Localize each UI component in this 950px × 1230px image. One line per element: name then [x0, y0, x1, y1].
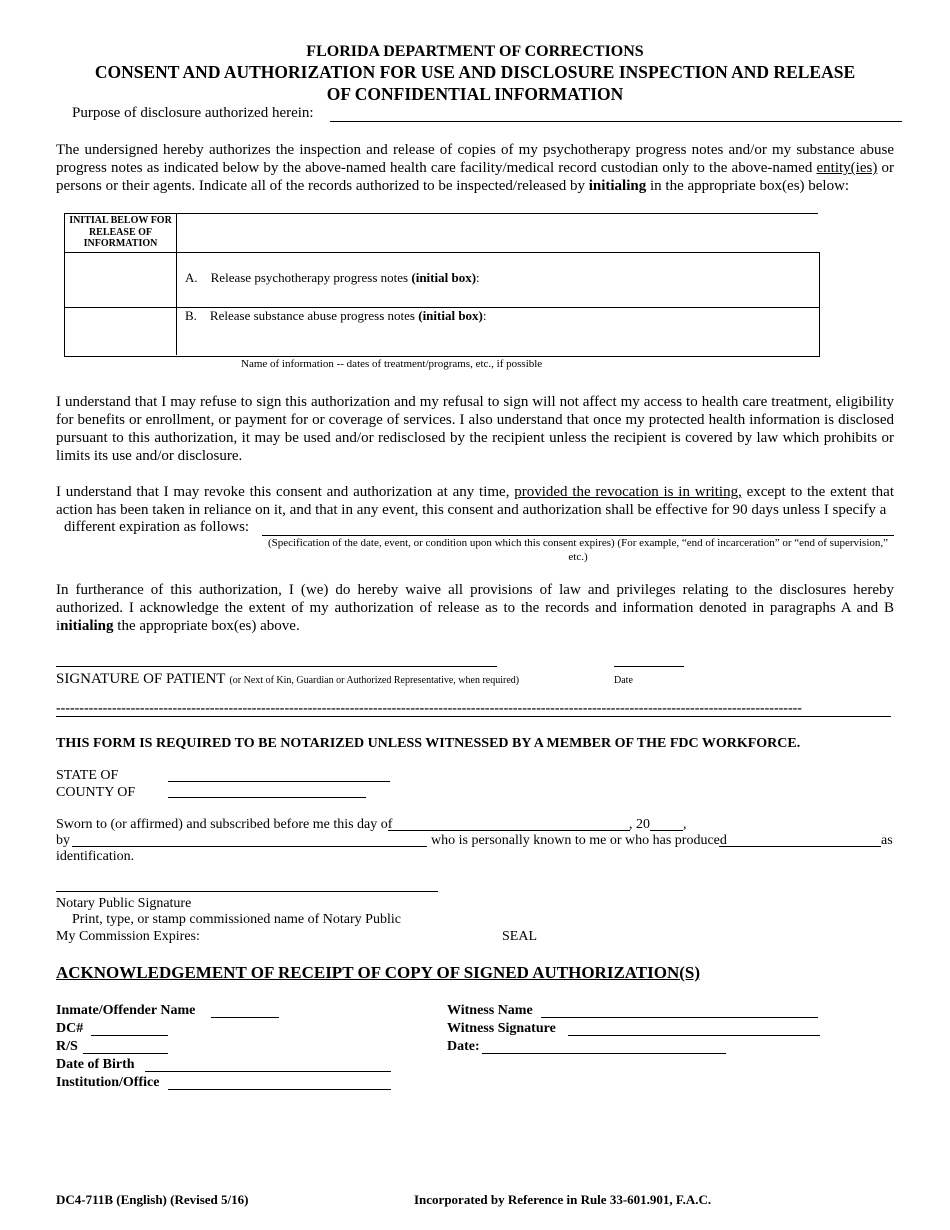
county-label: COUNTY OF	[56, 785, 136, 800]
notary-signature-field[interactable]	[56, 891, 438, 892]
sworn-year-prefix: , 20	[629, 817, 650, 832]
known-text: who is personally known to me or who has produced	[431, 833, 727, 848]
intro-initialing: initialing	[588, 178, 647, 194]
inmate-name-label: Inmate/Offender Name	[56, 1003, 196, 1018]
signature-note: (or Next of Kin, Guardian or Authorized Representative, when required)	[229, 675, 520, 686]
row-b-end: :	[482, 308, 487, 323]
institution-label: Institution/Office	[56, 1075, 160, 1090]
initial-box-b[interactable]	[66, 310, 174, 353]
intro-text-1: The undersigned hereby authorizes the inspection and release of copies of my psychotherapy progress notes and/or my substance abuse progress notes as indicated below by the above-named health care facility/medical record custodian only to the above-named	[56, 142, 894, 176]
rs-label: R/S	[56, 1039, 78, 1054]
state-field[interactable]	[168, 781, 390, 782]
dc-number-field[interactable]	[91, 1035, 168, 1036]
revoke-text-1: I understand that I may revoke this consent and authorization at any time,	[56, 484, 515, 500]
signature-date-field[interactable]	[614, 666, 684, 667]
row-a-text: Release psychotherapy progress notes	[210, 270, 412, 285]
county-field[interactable]	[168, 797, 366, 798]
row-a-letter: A.	[185, 270, 198, 285]
form-title-line1: CONSENT AND AUTHORIZATION FOR USE AND DISCLOSURE INSPECTION AND RELEASE	[94, 62, 856, 82]
initial-box-a[interactable]	[66, 255, 174, 305]
sworn-text: Sworn to (or affirmed) and subscribed before me this day of	[56, 817, 393, 832]
waive-bold: nitialing	[60, 618, 114, 634]
by-label: by	[56, 833, 70, 848]
revoke-underlined: provided the revocation is in writing,	[514, 484, 742, 500]
release-row-b	[185, 308, 487, 324]
sworn-comma: ,	[683, 817, 687, 832]
institution-field[interactable]	[168, 1089, 391, 1090]
notary-print-label: Print, type, or stamp commissioned name of Notary Public	[72, 912, 401, 927]
witness-name-label: Witness Name	[447, 1003, 533, 1018]
signature-date-label: Date	[614, 675, 633, 686]
seal-label: SEAL	[502, 929, 537, 944]
waive-text-1: In furtherance of this authorization, I (we) do hereby waive all provisions of law and privileges relating to the disclosures hereby authorized. I acknowledge the extent of my authorization of release as to the records and information denoted in paragraphs A and B i	[56, 582, 894, 634]
refuse-paragraph: I understand that I may refuse to sign this authorization and my refusal to sign will not affect my access to health care treatment, eligibility for benefits or enrollment, or payment for or coverage of services. I also understand that once my protected health information is disclosed pursuant to this authorization, it may be used and/or redisclosed by the recipient unless the recipient is covered by law which prohibits or limits its use and/or disclosure.	[56, 394, 894, 464]
release-table-header: INITIAL BELOW FOR RELEASE OF INFORMATION	[69, 215, 172, 249]
signature-label: SIGNATURE OF PATIENT	[56, 671, 226, 687]
row-b-letter: B.	[185, 308, 197, 323]
intro-text-3: in the appropriate box(es) below:	[646, 178, 850, 194]
notary-signature-label: Notary Public Signature	[56, 896, 192, 911]
date-of-birth-label: Date of Birth	[56, 1057, 135, 1072]
row-a-bold: (initial box)	[411, 270, 477, 285]
release-table-caption: Name of information -- dates of treatment/programs, etc., if possible	[241, 358, 543, 370]
expiration-spec-note: (Specification of the date, event, or condition upon which this consent expires) (For example, “end of incarceration” or “end of supervision,” etc.)	[267, 537, 889, 563]
revoke-text-2: except to the extent that action has been taken in reliance on it, and that in any event, this consent and authorization shall be effective for 90 days unless I specify a	[56, 484, 894, 518]
agency-name: FLORIDA DEPARTMENT OF CORRECTIONS	[306, 43, 644, 60]
sworn-year-field[interactable]	[650, 830, 683, 831]
dc-number-label: DC#	[56, 1021, 84, 1036]
waive-paragraph	[56, 581, 894, 635]
revoke-expiration-label: different expiration as follows:	[64, 519, 250, 535]
row-a-end: :	[476, 270, 480, 285]
intro-text-2: or persons or their agents. Indicate all of the records authorized to be inspected/released by	[56, 160, 894, 194]
purpose-label: Purpose of disclosure authorized herein:	[72, 105, 314, 121]
section-divider-dashes: ----------------------------------------------------------------------------------------------------------------------------------------------------------------	[56, 702, 802, 716]
signature-label-row	[56, 670, 519, 688]
commission-label: My Commission Expires:	[56, 929, 200, 944]
release-row-a	[185, 270, 480, 286]
intro-entities: entity(ies)	[816, 160, 878, 176]
acknowledgement-title: ACKNOWLEDGEMENT OF RECEIPT OF COPY OF SIGNED AUTHORIZATION(S)	[56, 963, 701, 982]
date-of-birth-field[interactable]	[145, 1071, 391, 1072]
sworn-day-field[interactable]	[388, 830, 630, 831]
revoke-paragraph	[56, 483, 894, 519]
inmate-name-field[interactable]	[211, 1017, 279, 1018]
waive-text-2: the appropriate box(es) above.	[113, 618, 300, 634]
witness-name-field[interactable]	[541, 1017, 818, 1018]
identification-label: identification.	[56, 849, 135, 864]
as-label: as	[881, 833, 893, 848]
row-b-text: Release substance abuse progress notes	[209, 308, 419, 323]
witness-signature-label: Witness Signature	[447, 1021, 556, 1036]
notary-requirement: THIS FORM IS REQUIRED TO BE NOTARIZED UNLESS WITNESSED BY A MEMBER OF THE FDC WORKFORCE.	[56, 736, 801, 751]
section-divider-line	[56, 716, 891, 717]
by-name-field[interactable]	[72, 846, 427, 847]
intro-paragraph	[56, 141, 894, 195]
release-table	[64, 213, 820, 357]
witness-date-label: Date:	[447, 1039, 480, 1054]
row-b-bold: (initial box)	[418, 308, 483, 323]
form-id: DC4-711B (English) (Revised 5/16)	[56, 1192, 249, 1207]
rule-reference: Incorporated by Reference in Rule 33-601.901, F.A.C.	[414, 1192, 712, 1207]
form-title-line2: OF CONFIDENTIAL INFORMATION	[326, 84, 624, 104]
rs-field[interactable]	[83, 1053, 168, 1054]
state-label: STATE OF	[56, 768, 119, 783]
witness-date-field[interactable]	[482, 1053, 726, 1054]
witness-signature-field[interactable]	[568, 1035, 820, 1036]
purpose-field[interactable]	[330, 121, 902, 122]
patient-signature-field[interactable]	[56, 666, 497, 667]
identification-field[interactable]	[719, 846, 881, 847]
